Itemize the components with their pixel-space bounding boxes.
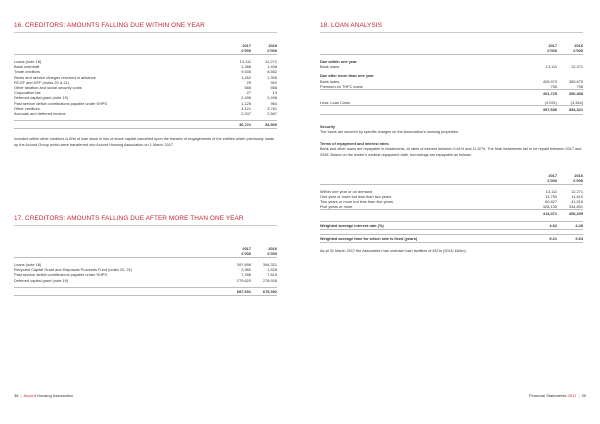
row-value-2016: 12,271 <box>571 188 583 194</box>
row-label: Corporation tax <box>14 90 41 96</box>
row-value-2016: 11,610 <box>571 193 583 199</box>
row-label: Recycled Capital Grant and Disposals Proceeds Fund (notes 20, 21) <box>14 267 133 273</box>
row-value-2017: 9,535 <box>241 69 251 75</box>
row-label: Bank overdraft <box>14 64 40 70</box>
note-17-total-row <box>14 287 277 295</box>
row-value-2017: 1,262 <box>241 74 251 80</box>
row-value-2017: 588 <box>244 85 251 91</box>
footer-org: Housing Association <box>37 393 74 398</box>
year-2017: 2017 <box>242 246 251 251</box>
row-label: Loans (note 18) <box>14 262 42 267</box>
year-2016: 2016 <box>268 246 277 251</box>
weighted-rate-2017: 4.62 <box>531 221 557 229</box>
maturity-total-row <box>320 210 583 217</box>
row-label: Deferred capital grant (note 19) <box>14 277 69 283</box>
row-value-2016: 12,271 <box>571 64 583 70</box>
unit-2017: £'000 <box>531 178 557 185</box>
note-17-title: 17. CREDITORS: AMOUNTS FALLING DUE AFTER MORE THAN ONE YEAR <box>14 215 277 226</box>
security-heading: Security <box>320 124 335 129</box>
row-label: Other taxation and social security costs <box>14 85 82 91</box>
weighted-term-label: Weighted average time for which rate is fixed (years) <box>320 234 531 242</box>
note-16-section <box>14 22 277 149</box>
row-value-2017: 13,111 <box>545 188 557 194</box>
row-value-2017: 7,396 <box>241 272 251 278</box>
terms-heading: Terms of repayment and interest rates <box>320 141 389 146</box>
row-value-2017: 755 <box>550 83 557 89</box>
terms-text: Bank and other loans are repayable in instalments, at rates of interest between 0.61% and 11.87%. The final instalments fall to be repaid between 2017 and 2048. Based on the lender's earliest repayment date, borrowings are repayable as follows: <box>320 147 582 157</box>
row-value-2016: 276,928 <box>262 277 277 283</box>
subtotal-row <box>320 90 583 97</box>
row-value-2016: 1,408 <box>267 64 277 70</box>
row-value-2017: 328,135 <box>542 204 557 210</box>
weighted-term-2016: 9.63 <box>557 234 583 242</box>
terms-paragraph <box>320 142 583 159</box>
row-value-2017: 2,980 <box>241 267 251 273</box>
year-2016: 2016 <box>268 43 277 48</box>
total-2017: 36,721 <box>225 121 251 129</box>
note-16-title: 16. CREDITORS: AMOUNTS FALLING DUE WITHIN ONE YEAR <box>14 22 277 33</box>
row-label: One year or more but less than two years <box>320 193 392 199</box>
row-label: Accruals and deferred income <box>14 111 66 117</box>
row-value-2016: 796 <box>576 83 583 89</box>
unit-2017: £'000 <box>225 251 251 258</box>
year-2016: 2016 <box>574 172 583 178</box>
row-value-2016: 334,891 <box>568 204 583 210</box>
note-16-footnote: Included within other creditors is £Nil of loan stock in lieu of share capital cancelled upon the transfer of engagements of the entities which previously made up the Accord Group which were transferred into Accord Housing Association on 1 March 2017. <box>14 137 275 148</box>
facilities-text: As at 31 March 2017 the Association has undrawn loan facilities of £57m (2016: £64m). <box>320 249 467 254</box>
row-label: Bank loans <box>320 78 340 84</box>
row-value-2016: 558 <box>270 85 277 91</box>
row-label: Rents and service charges received in advance <box>14 74 96 80</box>
row-value-2016: 952 <box>270 79 277 85</box>
right-footer: Financial Statements 2017 | 39 <box>529 393 586 398</box>
note-18-total-row <box>320 106 583 114</box>
row-value-2017: 27 <box>246 90 251 96</box>
unit-2016: £'000 <box>557 178 583 185</box>
row-value-2016: 389,675 <box>568 78 583 84</box>
security-text: The loans are secured by specific charges on the Association's housing properties. <box>320 130 459 135</box>
row-value-2017: 60,827 <box>545 199 557 204</box>
row-label: Past service deficit contributions payable under SHPS <box>14 272 107 278</box>
row-value-2017: 29 <box>246 79 251 85</box>
total-2016: 679,392 <box>251 287 277 295</box>
total-2017: 397,696 <box>531 106 557 114</box>
row-value-2016: 12,271 <box>265 59 277 64</box>
maturity-total-2016: 400,295 <box>557 210 583 217</box>
weighted-term-2017: 9.21 <box>531 234 557 242</box>
row-value-2017: 13,111 <box>239 59 251 64</box>
row-label: Trade creditors <box>14 69 41 75</box>
year-2017: 2017 <box>242 43 251 48</box>
unit-2016: £'000 <box>251 251 277 258</box>
row-value-2016: 41,516 <box>571 199 583 204</box>
row-value-2016: 7,615 <box>267 272 277 278</box>
row-value-2016: 1,306 <box>267 74 277 80</box>
left-footer: 38 | Accord Housing Association <box>14 393 74 398</box>
footer-year: 2017 <box>567 393 577 398</box>
note-18-section <box>320 22 583 255</box>
row-value-2016: 2,567 <box>267 111 277 117</box>
note-18-title: 18. LOAN ANALYSIS <box>320 22 583 33</box>
row-value-2017: 279,620 <box>236 277 251 283</box>
note-16-table <box>14 43 277 129</box>
row-value-2017: 4,121 <box>241 105 251 111</box>
year-2017: 2017 <box>548 172 557 178</box>
row-value-2016: 964 <box>270 100 277 106</box>
row-value-2016: 2,498 <box>267 95 277 101</box>
unit-2016: £'000 <box>251 48 277 55</box>
weighted-rate-label: Weighted average interest rate (%) <box>320 221 531 229</box>
weighted-rate-row <box>320 221 583 229</box>
row-value-2017: 405,970 <box>542 78 557 84</box>
row-label: Other creditors <box>14 105 40 111</box>
footer-label: Financial Statements <box>529 393 567 398</box>
row-label: Loans (note 18) <box>14 59 42 64</box>
year-2017: 2017 <box>548 43 557 48</box>
after-heading: Due after more than one year <box>320 73 374 79</box>
row-value-2016: 13 <box>272 90 277 96</box>
note-17-table <box>14 246 277 296</box>
maturity-total-2017: 414,071 <box>531 210 557 217</box>
weighted-term-row <box>320 234 583 242</box>
row-value-2017: 13,759 <box>545 193 557 199</box>
row-label: RCGF and DPF (notes 20 & 21) <box>14 79 70 85</box>
row-value-2017: 1,125 <box>241 100 251 106</box>
row-value-2017: 2,496 <box>241 95 251 101</box>
row-label: Five years or more <box>320 204 353 210</box>
row-value-2017: 397,696 <box>236 262 251 267</box>
footer-brand: Accord <box>23 393 36 398</box>
total-2017: 687,691 <box>225 287 251 295</box>
left-page-number: 38 <box>14 393 19 398</box>
row-label: Deferred capital grant (note 19) <box>14 95 69 101</box>
row-label: Past service deficit contributions payable under SHPS <box>14 100 107 106</box>
row-label: Within one year or on demand <box>320 188 373 194</box>
less-2017: (4,031) <box>544 100 557 106</box>
year-2016: 2016 <box>574 43 583 48</box>
row-label: Premium on THFC loans <box>320 83 363 89</box>
row-value-2016: 8,562 <box>267 69 277 75</box>
total-2016: 394,321 <box>557 106 583 114</box>
note-17-section <box>14 215 277 296</box>
security-paragraph <box>320 125 583 136</box>
row-value-2016: 1,528 <box>267 267 277 273</box>
unit-2016: £'000 <box>557 48 583 55</box>
weighted-rate-2016: 4.28 <box>557 221 583 229</box>
subtotal-2017: 401,725 <box>531 90 557 97</box>
note-18-table <box>320 43 583 115</box>
note-16-total-row <box>14 121 277 129</box>
row-value-2017: 1,388 <box>241 64 251 70</box>
row-value-2017: 2,347 <box>241 111 251 117</box>
row-value-2017: 13,111 <box>545 64 557 70</box>
maturity-table <box>320 173 583 243</box>
right-page-number: 39 <box>581 393 586 398</box>
less-2016: (4,344) <box>570 100 583 106</box>
row-label: Two years or more but less than five years <box>320 199 394 204</box>
row-value-2016: 394,321 <box>262 262 277 267</box>
within-heading: Due within one year <box>320 59 357 64</box>
less-label: Less: Loan Costs <box>320 100 351 106</box>
total-2016: 34,900 <box>251 121 277 129</box>
unit-2017: £'000 <box>225 48 251 55</box>
subtotal-2016: 390,468 <box>557 90 583 97</box>
unit-2017: £'000 <box>531 48 557 55</box>
row-label: Bank loans <box>320 64 340 70</box>
row-value-2016: 3,761 <box>267 105 277 111</box>
